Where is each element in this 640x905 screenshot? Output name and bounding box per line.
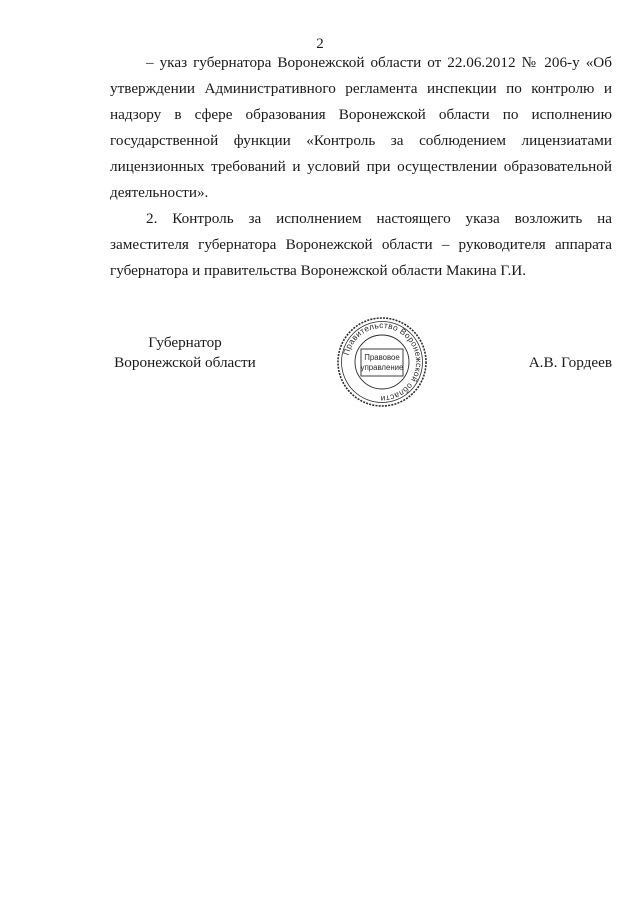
signatory-position-line-2: Воронежской области (114, 354, 256, 371)
paragraph-1-text: – указ губернатора Воронежской области от 22.06.2012 № 206-у «Об утверждении Административного регламента инспекции по контролю и надзору в сфере образования Воронежской области по исполнению государственной функции «Контроль за соблюдением лицензиатами лицензионных требований и условий при осуществлении образовательной деятельности». (110, 54, 612, 201)
svg-text:Правительство Воронежской обла (341, 320, 424, 404)
page-number: 2 (316, 36, 324, 52)
signatory-position-line-1: Губернатор (148, 334, 222, 351)
legal-department-stamp (336, 316, 428, 408)
signatory-name: А.В. Гордеев (528, 354, 612, 371)
stamp-center-line-2: управление (360, 363, 404, 372)
signatory-position (105, 333, 265, 373)
stamp-ring-text: Правительство Воронежской области (340, 319, 425, 405)
paragraph-2-text: 2. Контроль за исполнением настоящего указа возложить на заместителя губернатора Воронежской области – руководителя аппарата губернатора и правительства Воронежской области Макина Г.И. (110, 210, 612, 279)
paragraph-decree-reference (110, 50, 612, 206)
paragraph-control-clause (110, 206, 612, 284)
stamp-center-line-1: Правовое (364, 353, 400, 362)
